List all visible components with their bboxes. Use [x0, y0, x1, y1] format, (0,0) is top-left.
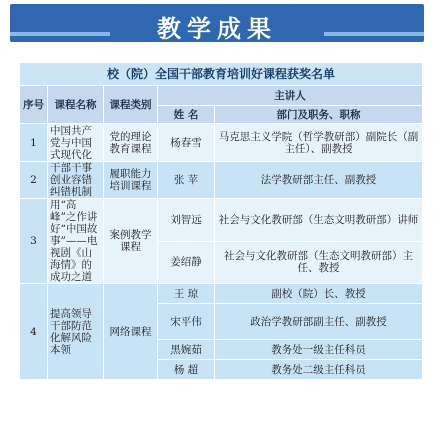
- row2-dept: 法学教研部主任、副教授: [215, 162, 423, 199]
- header-category: 课程类别: [104, 86, 158, 124]
- row2-category: 履职能力培训课程: [104, 162, 158, 199]
- header-seq: 序号: [20, 86, 48, 124]
- row4-dept-d: 教务处二级主任科员: [215, 360, 423, 380]
- row2-name: 张 苹: [158, 162, 215, 199]
- row4-seq: 4: [20, 284, 48, 380]
- row1-course: 中国共产党与中国式现代化: [48, 124, 104, 162]
- row1-category: 党的理论教育课程: [104, 124, 158, 162]
- row3-dept-a: 社会与文化教研部（生态文明教研部）讲师: [215, 199, 423, 242]
- row4-course: 提高领导干部防范化解风险本领: [48, 284, 104, 380]
- row1-dept: 马克思主义学院（哲学教研部）副院长（副主任）、副教授: [215, 124, 423, 162]
- row3-name-a: 刘智远: [158, 199, 215, 242]
- row1-name: 杨春雪: [158, 124, 215, 162]
- row3-seq: 3: [20, 199, 48, 284]
- page-title: 教学成果: [157, 14, 277, 43]
- row4-name-d: 杨 超: [158, 360, 215, 380]
- row4-name-a: 王 琼: [158, 284, 215, 304]
- header-lecturer: 主讲人: [158, 86, 423, 106]
- row3-course: 用“高峰”之作讲好“中国故事”——电视剧《山海情》的成功之道: [48, 199, 104, 284]
- page-banner: [10, 4, 424, 42]
- table-caption: 校（院）全国干部教育培训好课程获奖名单: [20, 63, 423, 86]
- header-dept: 部门及职务、职称: [215, 106, 423, 124]
- row2-course: 干部干事创业容错纠错机制: [48, 162, 104, 199]
- row3-category: 案例教学课程: [104, 199, 158, 284]
- row3-name-b: 姜绍静: [158, 241, 215, 284]
- row1-seq: 1: [20, 124, 48, 162]
- row4-dept-b: 政治学教研部副主任、副教授: [215, 304, 423, 340]
- row4-dept-a: 副校（院）长、教授: [215, 284, 423, 304]
- header-course: 课程名称: [48, 86, 104, 124]
- row4-dept-c: 教务处一级主任科员: [215, 340, 423, 360]
- award-table: [19, 62, 423, 380]
- row4-name-b: 宋平伟: [158, 304, 215, 340]
- row3-dept-b: 社会与文化教研部（生态文明教研部）主任、教授: [215, 241, 423, 284]
- row4-category: 网络课程: [104, 284, 158, 380]
- row4-name-c: 黑婉茹: [158, 340, 215, 360]
- row2-seq: 2: [20, 162, 48, 199]
- header-name: 姓 名: [158, 106, 215, 124]
